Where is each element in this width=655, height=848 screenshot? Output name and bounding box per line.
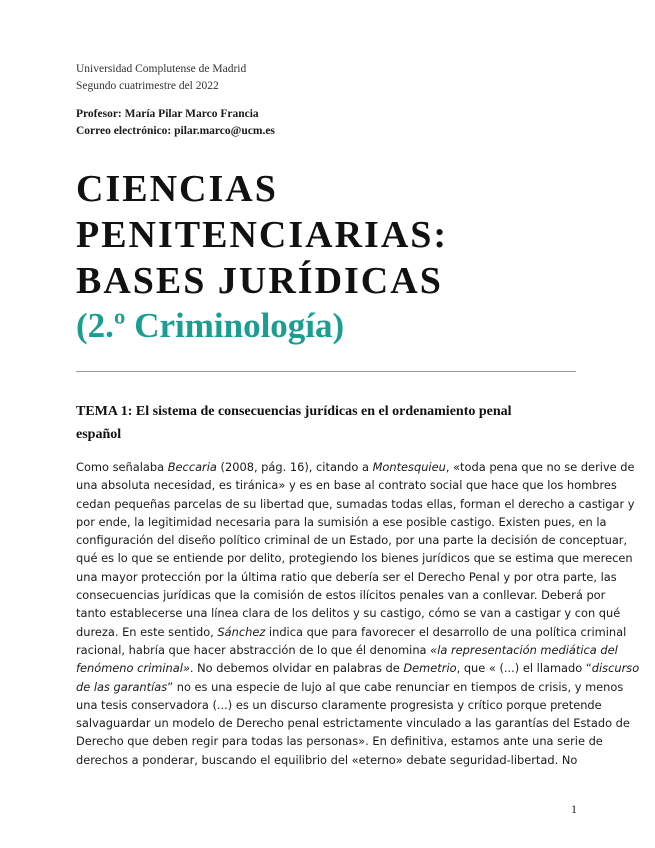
document-title <box>76 166 448 304</box>
italic-text: discurso <box>591 661 640 676</box>
title-divider <box>76 371 576 372</box>
body-line <box>76 678 624 696</box>
body-line <box>76 623 627 641</box>
body-line <box>76 751 581 769</box>
title-line: PENITENCIARIAS: <box>76 214 449 256</box>
italic-text: Demetrio <box>403 661 457 676</box>
section-heading <box>76 400 576 446</box>
body-text: tanto establecerse una línea clara de los delitos y su castigo, cómo se van a castigar y con qué <box>76 606 621 621</box>
body-line <box>76 641 618 659</box>
body-text: configuración del diseño político criminal de un Estado, por una parte la decisión de conceptuar, <box>76 533 628 548</box>
italic-text: fenómeno criminal» <box>76 661 190 676</box>
body-text: , «toda pena que no se derive de <box>445 460 635 474</box>
body-text: qué es lo que se entiende por delito, protegiendo los bienes jurídicos que se estima que merecen <box>76 551 633 566</box>
body-text: (2008, pág. 16), citando a <box>216 460 373 474</box>
body-text: indica que para favorecer el desarrollo de una política criminal <box>265 624 627 639</box>
body-line <box>76 696 602 714</box>
body-text: Derecho que deben regir para todas las personas». En definitiva, estamos ante una serie de <box>76 734 603 749</box>
title-line: BASES JURÍDICAS <box>76 260 443 302</box>
body-line <box>76 458 635 476</box>
body-line <box>76 568 617 586</box>
professor-name: Profesor: María Pilar Marco Francia <box>76 108 259 120</box>
section-heading-line: TEMA 1: El sistema de consecuencias jurídicas en el ordenamiento penal <box>76 404 512 419</box>
italic-text: Beccaria <box>167 460 217 474</box>
body-line <box>76 659 640 677</box>
professor-email: Correo electrónico: pilar.marco@ucm.es <box>76 125 275 137</box>
body-text: salvaguardar un modelo de Derecho penal estrictamente vinculado a las garantías del Estado de <box>76 716 630 731</box>
body-line <box>76 586 606 604</box>
body-line <box>76 604 621 622</box>
body-text: cedan pequeñas parcelas de su libertad que, sumadas todas ellas, forman el derecho a castigar y <box>76 496 635 511</box>
body-line <box>76 513 607 531</box>
italic-text: de las garantías <box>76 679 168 694</box>
document-subtitle: (2.º Criminología) <box>76 306 345 345</box>
body-text: , que « (...) el llamado “ <box>456 661 592 676</box>
italic-text: Montesquieu <box>372 460 446 474</box>
body-text: derechos a ponderar, buscando el equilibrio del «eterno» debate seguridad-libertad. No <box>76 752 578 767</box>
body-text: una tesis conservadora (...) es un discurso claramente progresista y crítico porque pretende <box>76 697 602 712</box>
italic-text: «la representación mediática del <box>430 642 618 657</box>
body-line <box>76 495 635 513</box>
body-text: ” no es una especie de lujo al que cabe renunciar en tiempos de crisis, y menos <box>167 679 624 694</box>
body-text: una absoluta necesidad, es tiránica» y es en base al contrato social que hace que los hombres <box>76 478 617 493</box>
body-line <box>76 476 617 494</box>
university-name: Universidad Complutense de Madrid <box>76 63 247 75</box>
body-text: consecuencias jurídicas que la comisión de estos ilícitos penales van a conllevar. Deberá por <box>76 588 606 603</box>
body-text: . No debemos olvidar en palabras de <box>189 661 404 676</box>
term-label: Segundo cuatrimestre del 2022 <box>76 80 219 92</box>
body-line <box>76 714 630 732</box>
italic-text: Sánchez <box>217 624 266 639</box>
page-number: 1 <box>571 802 577 816</box>
body-text: racional, habría que hacer abstracción de lo que él denomina <box>76 642 431 657</box>
institution-info <box>76 61 246 95</box>
body-text: dureza. En este sentido, <box>76 624 218 639</box>
body-line <box>76 549 633 567</box>
body-paragraph <box>76 458 640 769</box>
body-line <box>76 531 628 549</box>
contact-info <box>76 106 275 140</box>
body-text: una mayor protección por la última ratio que debería ser el Derecho Penal y por otra parte, las <box>76 569 617 584</box>
section-heading-line: español <box>76 427 122 442</box>
body-text: por ende, la legitimidad necesaria para la sumisión a ese posible castigo. Existen pues, en la <box>76 514 607 529</box>
body-line <box>76 732 603 750</box>
body-text: Como señalaba <box>76 460 168 474</box>
title-line: CIENCIAS <box>76 168 278 210</box>
